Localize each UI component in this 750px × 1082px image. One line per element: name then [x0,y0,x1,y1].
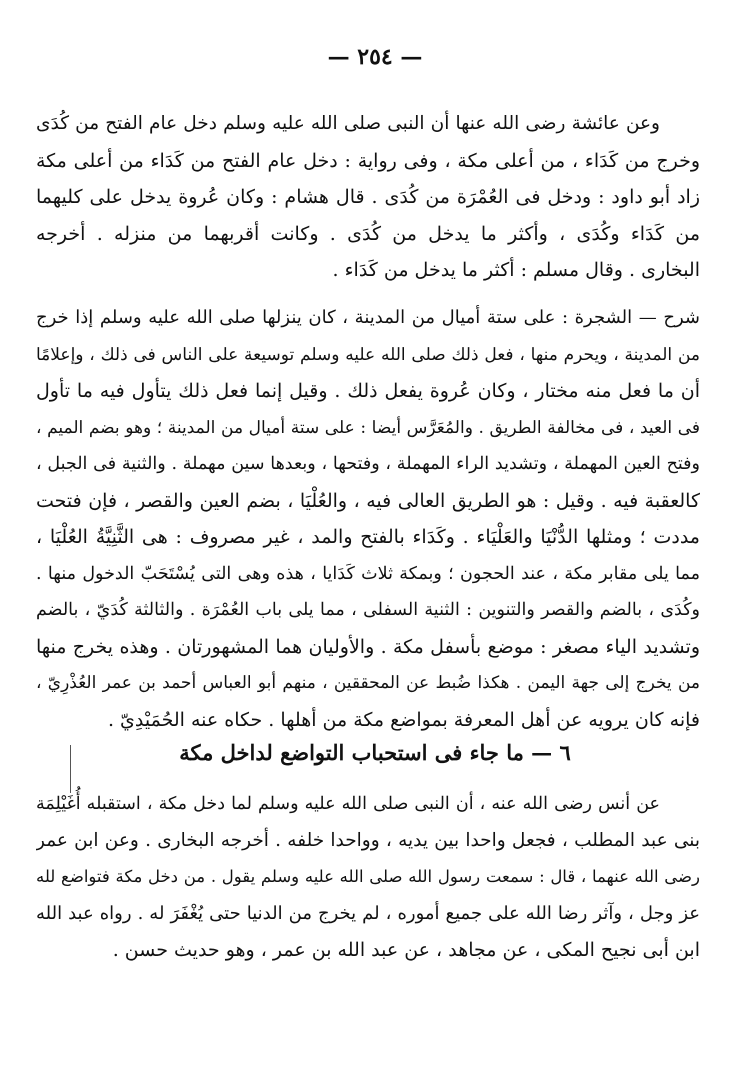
text-line: من المدينة ، ويحرم منها ، فعل ذلك صلى الله عليه وسلم توسيعة على الناس فى ذلك ، وإعلامًا [36,344,700,365]
text-line: وعن عائشة رضى الله عنها أن النبى صلى الله عليه وسلم دخل عام الفتح من كُدَى [36,113,660,134]
text-line: البخارى . وقال مسلم : أكثر ما يدخل من كَدَاء . [332,259,700,281]
text-line: فى العيد ، فى مخالفة الطريق . والمُعَرَّس أيضا : على ستة أميال من المدينة ؛ وهو بضم الميم ، [36,417,700,438]
text-line: رضى الله عنهما ، قال : سمعت رسول الله صلى الله عليه وسلم يقول . من دخل مكة فتواضع لله [36,867,700,886]
text-line: وخرج من كَدَاء ، من أعلى مكة ، وفى رواية : دخل عام الفتح من كَدَاء من أعلى مكة [36,149,700,172]
text-line: بنى عبد المطلب ، فجعل واحدا بين يديه ، وواحدا خلفه . أخرجه البخارى . وعن ابن عمر [36,829,700,851]
text-line: فإنه كان يرويه عن أهل المعرفة بمواضع مكة من أهلها . حكاه عنه الحُمَيْدِيّ . [107,708,700,731]
page-number: — ٢٥٤ — [327,44,423,70]
commentary-paragraph [36,300,700,738]
text-line: من كَدَاء وكُدَى ، وأكثر ما يدخل من كُدَى . وكانت أقربهما من منزله . أخرجه [36,222,700,245]
text-line: من يخرج إلى جهة اليمن . هكذا ضُبط عن المحققين ، منهم أبو العباس أحمد بن عمر العُذْرِيّ ، [36,673,700,693]
text-line: وكُدَى ، بالضم والقصر والتنوين : الثنية السفلى ، مما يلى باب العُمْرَة . والثالثة كُدَيّ ، بالضم [36,600,700,620]
hadith-aisha-paragraph [36,106,700,289]
text-line: شرح — الشجرة : على ستة أميال من المدينة ، كان ينزلها صلى الله عليه وسلم إذا خرج [36,307,700,328]
text-line: زاد أبو داود : ودخل فى العُمْرَة من كُدَى . قال هشام : وكان عُروة يدخل على كليهما [36,186,700,208]
text-line: عز وجل ، وآثر رضا الله على جميع أموره ، لم يخرج من الدنيا حتى يُغْفَرَ له . رواه عبد الله [36,902,700,924]
text-line: وفتح العين المهملة ، وتشديد الراء المهملة ، وفتحها ، وبعدها سين مهملة . والثنية فى الجبل ، [36,454,700,474]
text-line: عن أنس رضى الله عنه ، أن النبى صلى الله عليه وسلم لما دخل مكة ، استقبله أُغَيْلِمَة [36,794,660,814]
text-line: أن ما فعل منه مختار ، وكان عُروة يفعل ذلك . وقيل إنما فعل ذلك يتأول فيه ما تأول [36,380,700,402]
hadith-anas-paragraph [36,786,700,969]
text-line: ابن أبى نجيح المكى ، عن مجاهد ، عن عبد الله بن عمر ، وهو حديث حسن . [112,939,700,961]
text-line: مما يلى مقابر مكة ، عند الحجون ؛ وبمكة ثلاث كَدَايا ، هذه وهى التى يُسْتَحَبّ الدخول منها . [36,563,700,584]
section-heading: ٦ — ما جاء فى استحباب التواضع لداخل مكة [179,740,571,765]
text-line: مددت ؛ ومثلها الدُّنْيَا والعَلْيَاء . وكَدَاء بالفتح والمد ، غير مصروف : هى الثَّنِيَّةُ العُلْيَا ، [36,526,700,548]
text-line: وتشديد الياء مصغر : موضع بأسفل مكة . والأوليان هما المشهورتان . وهذه يخرج منها [36,635,700,658]
text-line: كالعقبة فيه . وقيل : هو الطريق العالى فيه ، والعُلْيَا ، بضم العين والقصر ، فإن فتحت [36,489,700,512]
